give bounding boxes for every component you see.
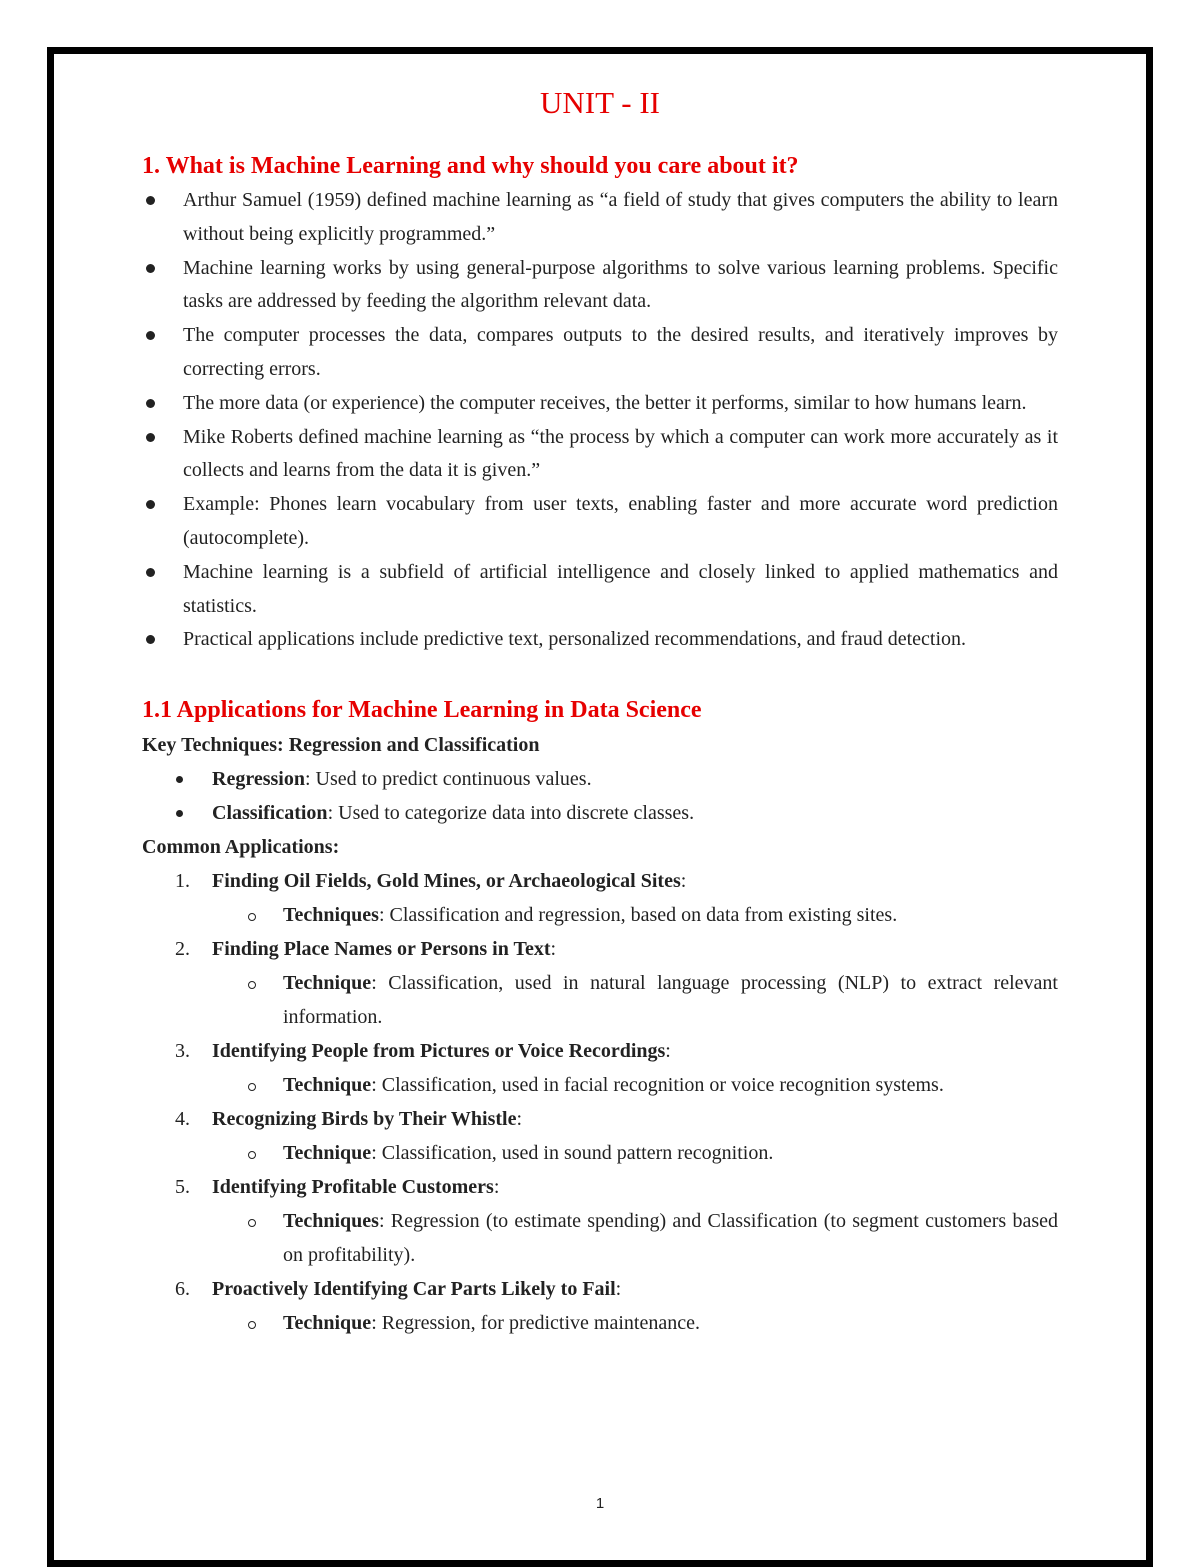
section-1-bullet-list [142, 184, 1058, 657]
app-title: Finding Place Names or Persons in Text [212, 938, 551, 961]
item-number: 2. [175, 938, 190, 961]
sub-list [142, 898, 1058, 932]
bullet-icon [146, 635, 155, 644]
item-number: 1. [175, 870, 190, 893]
sub-list [142, 1204, 1058, 1272]
circle-bullet-icon [248, 1151, 256, 1159]
list-item [142, 421, 1058, 489]
section-spacer [142, 657, 1058, 692]
app-title-suffix: : [615, 1278, 622, 1301]
document-content [142, 80, 1058, 1340]
term: Technique [283, 1312, 372, 1335]
common-applications-heading: Common Applications: [142, 836, 340, 859]
app-title: Finding Oil Fields, Gold Mines, or Archaeological Sites [212, 870, 681, 893]
bullet-text: The computer processes the data, compares outputs to the desired results, and iteratively improves by correcting errors. [183, 324, 1058, 380]
sub-list [142, 1136, 1058, 1170]
circle-bullet-icon [248, 913, 256, 921]
bullet-icon [176, 810, 183, 817]
bullet-text: The more data (or experience) the computer receives, the better it performs, similar to how humans learn. [183, 391, 1027, 414]
term: Techniques [283, 1210, 379, 1233]
bullet-text: Example: Phones learn vocabulary from user texts, enabling faster and more accurate word prediction (autocomplete). [183, 493, 1058, 549]
term: Technique [283, 1074, 372, 1097]
app-title: Recognizing Birds by Their Whistle [212, 1108, 517, 1131]
bullet-icon [146, 500, 155, 509]
bullet-text: Mike Roberts defined machine learning as “the process by which a computer can work more accurately as it collects and learns from the data it is given.” [183, 425, 1058, 482]
bullet-text: Machine learning is a subfield of artificial intelligence and closely linked to applied mathematics and statistics. [183, 560, 1058, 617]
key-techniques-list [142, 762, 1058, 830]
term-description: : Classification, used in facial recognition or voice recognition systems. [371, 1074, 944, 1097]
sub-list [142, 1068, 1058, 1102]
term-description: : Classification, used in natural language processing (NLP) to extract relevant information. [283, 972, 1058, 1029]
app-title-suffix: : [493, 1176, 500, 1199]
bullet-icon [146, 568, 155, 577]
circle-bullet-icon [248, 981, 256, 989]
app-title-suffix: : [665, 1040, 671, 1063]
term-description: : Classification, used in sound pattern recognition. [371, 1142, 774, 1165]
list-item [142, 1136, 1058, 1170]
bullet-icon [146, 331, 155, 340]
bullet-icon [176, 776, 183, 783]
bullet-icon [146, 399, 155, 408]
item-number: 3. [175, 1040, 190, 1063]
page-number: 1 [595, 1495, 605, 1512]
list-item [142, 864, 1058, 932]
unit-title: UNIT - II [540, 85, 660, 120]
bullet-text: Machine learning works by using general-purpose algorithms to solve various learning problems. Specific tasks are addressed by feeding the algorithm relevant data. [183, 256, 1058, 313]
list-item [142, 252, 1058, 320]
term: Regression [212, 768, 305, 791]
app-title-suffix: : [680, 870, 687, 893]
sub-list [142, 1306, 1058, 1340]
list-item [142, 796, 1058, 830]
list-item [142, 1306, 1058, 1340]
list-item [142, 1034, 1058, 1102]
app-title: Identifying Profitable Customers [212, 1176, 494, 1199]
list-item [142, 1102, 1058, 1170]
section-1-heading: 1. What is Machine Learning and why should you care about it? [142, 153, 799, 179]
section-2-heading: 1.1 Applications for Machine Learning in Data Science [142, 697, 702, 724]
list-item [142, 966, 1058, 1034]
circle-bullet-icon [248, 1219, 256, 1227]
sub-list [142, 966, 1058, 1034]
list-item [142, 1272, 1058, 1340]
list-item [142, 556, 1058, 624]
list-item [142, 387, 1058, 421]
list-item [142, 898, 1058, 932]
list-item [142, 623, 1058, 657]
item-number: 6. [175, 1278, 190, 1301]
list-item [142, 1170, 1058, 1272]
term-description: : Classification and regression, based on data from existing sites. [378, 904, 898, 927]
list-item [142, 1068, 1058, 1102]
bullet-text: Practical applications include predictive text, personalized recommendations, and fraud detection. [183, 628, 967, 651]
term-description: : Used to categorize data into discrete classes. [327, 802, 695, 825]
item-number: 4. [175, 1108, 190, 1131]
bullet-icon [146, 264, 155, 273]
term-description: : Regression (to estimate spending) and Classification (to segment customers based on profitability). [283, 1210, 1058, 1267]
key-techniques-heading: Key Techniques: Regression and Classification [142, 734, 540, 757]
term-description: : Regression, for predictive maintenance. [371, 1312, 700, 1335]
list-item [142, 1204, 1058, 1272]
bullet-text: Arthur Samuel (1959) defined machine learning as “a field of study that gives computers the ability to learn without being explicitly programmed.” [183, 189, 1058, 245]
circle-bullet-icon [248, 1083, 256, 1091]
item-number: 5. [175, 1176, 190, 1199]
bullet-icon [146, 433, 155, 442]
list-item [142, 762, 1058, 796]
bullet-icon [146, 196, 155, 205]
app-title-suffix: : [550, 938, 557, 961]
list-item [142, 488, 1058, 556]
circle-bullet-icon [248, 1321, 256, 1329]
list-item [142, 319, 1058, 387]
list-item [142, 184, 1058, 252]
term: Technique [283, 972, 372, 995]
app-title-suffix: : [516, 1108, 523, 1131]
term: Technique [283, 1142, 372, 1165]
term: Techniques [283, 904, 379, 927]
app-title: Identifying People from Pictures or Voice Recordings [212, 1040, 666, 1063]
term: Classification [212, 802, 328, 825]
applications-list [142, 864, 1058, 1340]
term-description: : Used to predict continuous values. [304, 768, 592, 791]
app-title: Proactively Identifying Car Parts Likely to Fail [212, 1278, 616, 1301]
list-item [142, 932, 1058, 1034]
